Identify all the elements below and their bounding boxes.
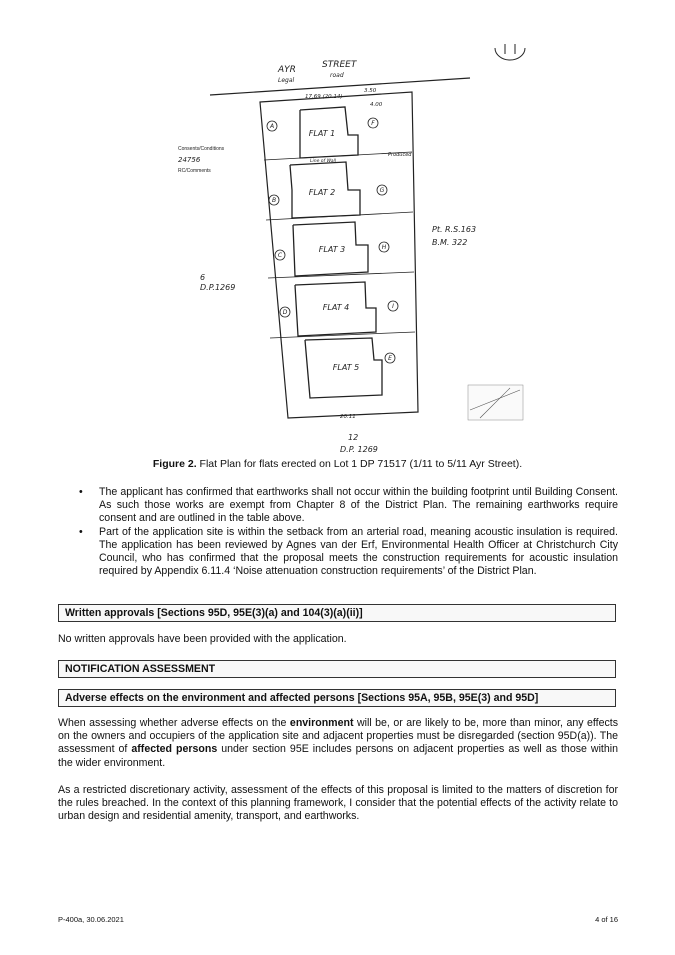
list-item: • Part of the application site is within the setback from an arterial road, meaning acoustic insulation is required. The application has been reviewed by Agnes van der Erf, Environmental Health Officer at Christchurch City Council, who has confirmed that the proposal meets the construction requirements for acoustic insulation required by Appendix 6.11.4 ‘Noise attenuation construction requirements’ of the District Plan.: [79, 525, 618, 578]
area-label: F: [371, 120, 375, 127]
street-road: road: [330, 72, 344, 79]
area-label: D: [282, 309, 288, 316]
area-label: I: [392, 303, 394, 310]
street-name: AYR: [278, 65, 296, 75]
bullet-list: [58, 486, 618, 578]
flat-label: FLAT 2: [308, 188, 336, 197]
footer-page-number: 4 of 16: [595, 915, 618, 924]
area-label: B: [271, 197, 277, 204]
adverse-effects-heading: Adverse effects on the environment and affected persons [Sections 95A, 95B, 95E(3) and 95D]: [58, 689, 616, 707]
margin-note: RC/Comments: [178, 168, 211, 174]
right-pt: Pt. R.S.163: [432, 225, 477, 234]
flat-label: FLAT 3: [318, 245, 346, 254]
written-approvals-heading: Written approvals [Sections 95D, 95E(3)(a) and 104(3)(a)(ii)]: [58, 604, 616, 622]
bottom-dp: D.P. 1269: [340, 445, 378, 454]
right-dims: 4.00: [370, 102, 383, 108]
street-legal: Legal: [278, 77, 295, 84]
produced-label: Produced: [388, 152, 412, 158]
margin-note: Consents/Conditions: [178, 146, 225, 152]
list-item: • The applicant has confirmed that earthworks shall not occur within the building footprint until Building Consent. As such those works are exempt from Chapter 8 of the District Plan. The remaining earthworks require consent and are outlined in the table above.: [79, 486, 618, 525]
adverse-paragraph-1: When assessing whether adverse effects on the environment will be, or are likely to be, more than minor, any effects on the owners and occupiers of the application site and adjacent properties must be disregarded (section 95D(a)). The assessment of affected persons under section 95E includes persons on adjacent properties as well as those within the wider environment.: [58, 717, 619, 769]
notification-heading: NOTIFICATION ASSESSMENT: [58, 660, 616, 678]
bottom-lot: 12: [348, 433, 359, 442]
locality-map-icon: [468, 385, 523, 420]
flat-label: FLAT 5: [332, 363, 360, 372]
figure-caption: Figure 2. Flat Plan for flats erected on Lot 1 DP 71517 (1/11 to 5/11 Ayr Street).: [152, 458, 523, 470]
bullet-glyph: •: [79, 525, 83, 538]
adverse-paragraph-2: As a restricted discretionary activity, assessment of the effects of this proposal is limited to the matters of discretion for the rules breached. In the context of this planning framework, I consider that the potential effects of the activity relate to urban design and residential amenity, transport, and earthworks.: [58, 784, 618, 823]
footer-form-code: P-400a, 30.06.2021: [58, 915, 124, 924]
area-label: E: [388, 355, 392, 362]
left-lot: 6: [200, 273, 206, 282]
flat-plan-figure: [150, 40, 550, 460]
top-dims: 17.69 (20.14): [305, 94, 343, 100]
flat-plan-drawing: [150, 40, 550, 460]
top-dims-2: 3.50: [364, 88, 377, 94]
right-bm: B.M. 322: [432, 238, 468, 247]
left-dp: D.P.1269: [200, 283, 236, 292]
flat-label: FLAT 1: [308, 129, 336, 138]
wall-label: Line of Wall: [310, 159, 337, 164]
street-word: STREET: [322, 60, 357, 70]
north-arrow-icon: [495, 48, 525, 60]
area-label: A: [269, 123, 275, 130]
bullet-glyph: •: [79, 486, 83, 498]
area-label: C: [277, 252, 283, 259]
margin-note: 24756: [178, 156, 201, 164]
written-approvals-text: No written approvals have been provided with the application.: [58, 633, 347, 645]
area-label: H: [381, 244, 387, 251]
area-label: G: [379, 187, 385, 194]
bottom-dims: 20.11: [340, 414, 356, 420]
flat-label: FLAT 4: [322, 303, 350, 312]
